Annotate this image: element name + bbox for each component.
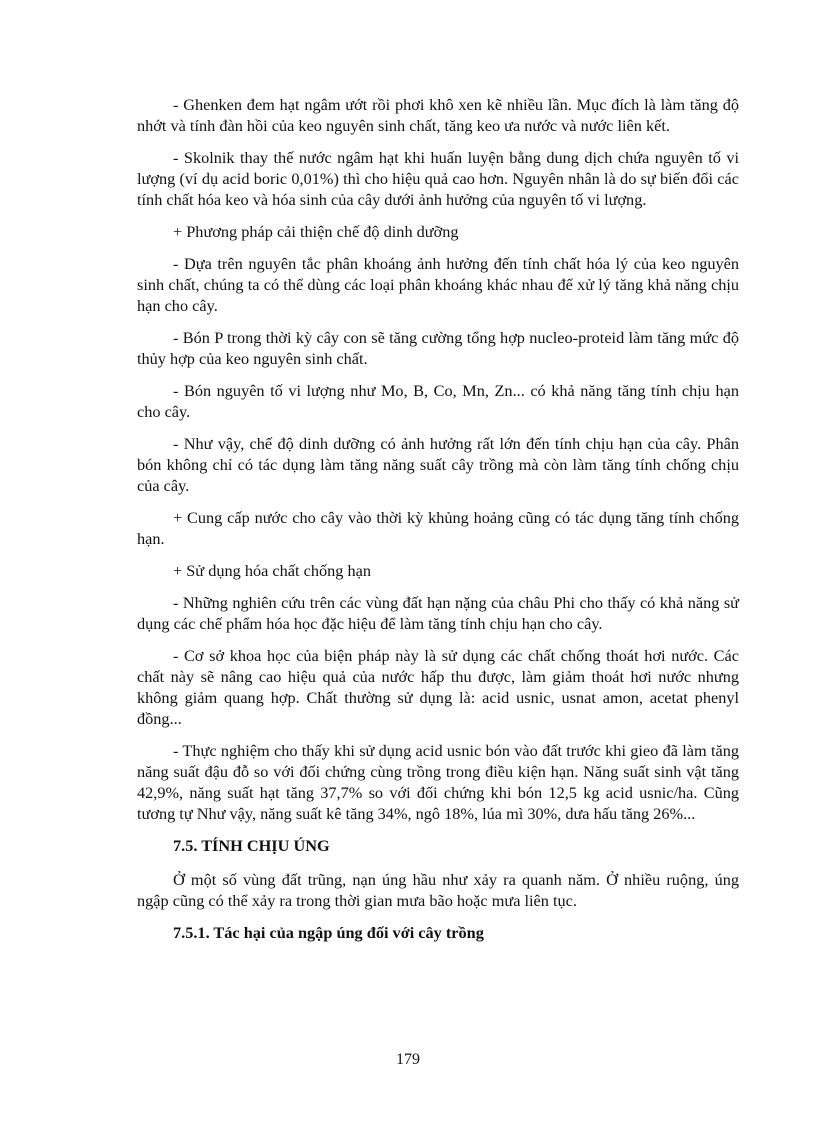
subsection-heading: 7.5.1. Tác hại của ngập úng đối với cây trồng xyxy=(173,923,484,942)
paragraph-mineral-fertilizer: - Dựa trên nguyên tắc phân khoáng ảnh hưởng đến tính chất hóa lý của keo nguyên sinh chất, chúng ta có thể dùng các loại phân khoáng khác nhau để xử lý tăng khả năng chịu hạn cho cây. xyxy=(137,254,739,315)
section-heading: 7.5. TÍNH CHỊU ÚNG xyxy=(173,836,330,855)
paragraph-micronutrients: - Bón nguyên tố vi lượng như Mo, B, Co, Mn, Zn... có khả năng tăng tính chịu hạn cho cây. xyxy=(137,381,739,421)
paragraph-skolnik: - Skolnik thay thế nước ngâm hạt khi huấn luyện bằng dung dịch chứa nguyên tố vi lượng (ví dụ acid boric 0,01%) thì cho hiệu quả cao hơn. Nguyên nhân là do sự biến đổi các tính chất hóa keo và hóa sinh của cây dưới ảnh hưởng của nguyên tố vi lượng. xyxy=(137,148,739,209)
paragraph-phosphorus: - Bón P trong thời kỳ cây con sẽ tăng cường tổng hợp nucleo-proteid làm tăng mức độ thủy hợp của keo nguyên sinh chất. xyxy=(137,328,739,368)
paragraph-africa-research: - Những nghiên cứu trên các vùng đất hạn nặng của châu Phi cho thấy có khả năng sử dụng các chế phẩm hóa học đặc hiệu để làm tăng tính chịu hạn cho cây. xyxy=(137,593,739,633)
paragraph-chemicals: + Sử dụng hóa chất chống hạn xyxy=(173,561,371,580)
paragraph-ghenken: - Ghenken đem hạt ngâm ướt rồi phơi khô xen kẽ nhiều lần. Mục đích là làm tăng độ nhớt và tính đàn hồi của keo nguyên sinh chất, tăng keo ưa nước và nước liên kết. xyxy=(137,95,739,135)
section-paragraph: Ở một số vùng đất trũng, nạn úng hầu như xảy ra quanh năm. Ở nhiều ruộng, úng ngập cũng có thể xảy ra trong thời gian mưa bão hoặc mưa liên tục. xyxy=(137,870,739,910)
page-number: 179 xyxy=(396,1051,420,1068)
document-page xyxy=(137,94,739,956)
paragraph-nutrition-method: + Phương pháp cải thiện chế độ dinh dưỡng xyxy=(173,222,459,241)
paragraph-water-supply: + Cung cấp nước cho cây vào thời kỳ khủng hoảng cũng có tác dụng tăng tính chống hạn. xyxy=(137,508,739,548)
paragraph-nutrition-summary: - Như vậy, chế độ dinh dưỡng có ảnh hưởng rất lớn đến tính chịu hạn của cây. Phân bón không chỉ có tác dụng làm tăng năng suất cây trồng mà còn làm tăng tính chống chịu của cây. xyxy=(137,434,739,495)
paragraph-scientific-basis: - Cơ sở khoa học của biện pháp này là sử dụng các chất chống thoát hơi nước. Các chất này sẽ nâng cao hiệu quả của nước hấp thu được, làm giảm thoát hơi nước nhưng không giảm quang hợp. Chất thường sử dụng là: acid usnic, usnat amon, acetat phenyl đồng... xyxy=(137,646,739,728)
paragraph-experiment: - Thực nghiệm cho thấy khi sử dụng acid usnic bón vào đất trước khi gieo đã làm tăng năng suất đậu đỗ so với đối chứng cùng trồng trong điều kiện hạn. Năng suất sinh vật tăng 42,9%, năng suất hạt tăng 37,7% so với đối chứng khi bón 12,5 kg acid usnic/ha. Cũng tương tự Như vậy, năng suất kê tăng 34%, ngô 18%, lúa mì 30%, dưa hấu tăng 26%... xyxy=(137,741,739,823)
